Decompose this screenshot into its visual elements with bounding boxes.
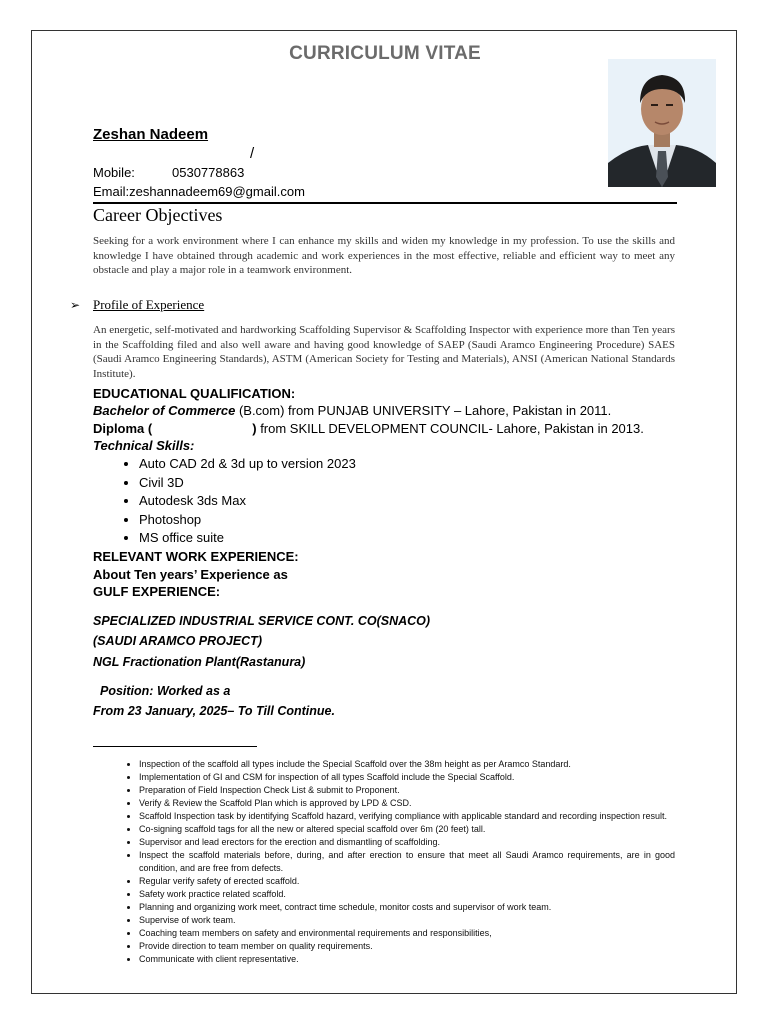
skill-item: • Civil 3D: [139, 474, 356, 493]
cv-page: [31, 30, 737, 994]
duty-item: • Co-signing scaffold tags for all the new or altered special scaffold over 6m (20 feet) tall.: [139, 823, 675, 836]
duty-item: • Planning and organizing work meet, contract time schedule, monitor costs and supervisor of work team.: [139, 901, 675, 914]
profile-text: An energetic, self-motivated and hardworking Scaffolding Supervisor & Scaffolding Inspector with experience more than Ten years in the Scaffolding filed and also well aware and having good knowledge of SAEP (Saudi Aramco Engineering Procedure) SAES (Saudi Aramco Engineering Standards), ASTM (American Society for Testing and Materials), ANSI (American National Standards Institute).: [93, 324, 675, 380]
duty-item: • Coaching team members on safety and environmental requirements and responsibilities,: [139, 927, 675, 940]
skills-list: [93, 455, 356, 548]
bachelor-degree: Bachelor of Commerce: [93, 403, 236, 418]
skill-item: • Photoshop: [139, 511, 356, 530]
work-experience-heading: RELEVANT WORK EXPERIENCE:: [93, 549, 299, 564]
diploma-close: ): [252, 421, 257, 436]
gulf-experience-heading: GULF EXPERIENCE:: [93, 584, 221, 599]
mobile-line: [93, 165, 245, 180]
project-name: (SAUDI ARAMCO PROJECT): [93, 634, 262, 648]
company-name: SPECIALIZED INDUSTRIAL SERVICE CONT. CO(SNACO): [93, 614, 431, 628]
profile-heading: Profile of Experience: [93, 297, 205, 312]
document-title: CURRICULUM VITAE: [289, 43, 481, 64]
skill-item: • MS office suite: [139, 529, 356, 548]
duty-item: • Inspect the scaffold materials before, during, and after erection to ensure that meet all Saudi Aramco requirements, are in good condition, and are free from defects.: [139, 849, 675, 875]
experience-years: About Ten years’ Experience as: [93, 567, 288, 582]
technical-skills-heading: Technical Skills:: [93, 438, 195, 453]
arrow-bullet-icon: ➢: [70, 298, 81, 312]
section-divider: [93, 746, 257, 747]
position-line: Position: Worked as a: [100, 684, 231, 698]
candidate-name: Zeshan Nadeem: [93, 126, 209, 143]
career-objectives-text: Seeking for a work environment where I can enhance my skills and widen my knowledge in my profession. To use the skills and knowledge I have obtained through academic and work experiences in the most effective, reliable and efficient way to meet any obstacle and play a major role in a teamwork environment.: [93, 235, 675, 276]
bachelor-detail: (B.com) from PUNJAB UNIVERSITY – Lahore, Pakistan in 2011.: [235, 403, 612, 418]
duty-item: • Supervise of work team.: [139, 914, 675, 927]
skill-item: • Auto CAD 2d & 3d up to version 2023: [139, 455, 356, 474]
duty-item: • Provide direction to team member on quality requirements.: [139, 940, 675, 953]
plant-name: NGL Fractionation Plant(Rastanura): [93, 655, 306, 669]
duties-list: [93, 758, 675, 966]
duty-item: • Regular verify safety of erected scaffold.: [139, 875, 675, 888]
education-heading: EDUCATIONAL QUALIFICATION:: [93, 386, 296, 401]
diploma-line: [93, 421, 644, 436]
mobile-label: Mobile:: [93, 165, 135, 180]
career-objectives-heading: Career Objectives: [93, 205, 223, 225]
email-line: Email:zeshannadeem69@gmail.com: [93, 184, 305, 199]
duty-item: • Verify & Review the Scaffold Plan which is approved by LPD & CSD.: [139, 797, 675, 810]
duty-item: • Inspection of the scaffold all types include the Special Scaffold over the 38m height as per Aramco Standard.: [139, 758, 675, 771]
name-slash: /: [250, 145, 255, 162]
diploma-open: Diploma (: [93, 421, 153, 436]
duty-item: • Safety work practice related scaffold.: [139, 888, 675, 901]
diploma-detail: from SKILL DEVELOPMENT COUNCIL- Lahore, Pakistan in 2013.: [256, 421, 644, 436]
duty-item: • Scaffold Inspection task by identifying Scaffold hazard, verifying compliance with applicable standard and recording inspection result.: [139, 810, 675, 823]
bachelor-line: [93, 403, 611, 418]
duty-item: • Implementation of GI and CSM for inspection of all types Scaffold include the Special Scaffold.: [139, 771, 675, 784]
mobile-value: 0530778863: [172, 165, 245, 180]
duty-item: • Supervisor and lead erectors for the erection and dismantling of scaffolding.: [139, 836, 675, 849]
skill-item: • Autodesk 3ds Max: [139, 492, 356, 511]
duty-item: • Preparation of Field Inspection Check List & submit to Proponent.: [139, 784, 675, 797]
duty-item: • Communicate with client representative.: [139, 953, 675, 966]
header-divider: [93, 202, 677, 204]
profile-photo: [608, 59, 716, 187]
period-line: From 23 January, 2025– To Till Continue.: [93, 704, 335, 718]
